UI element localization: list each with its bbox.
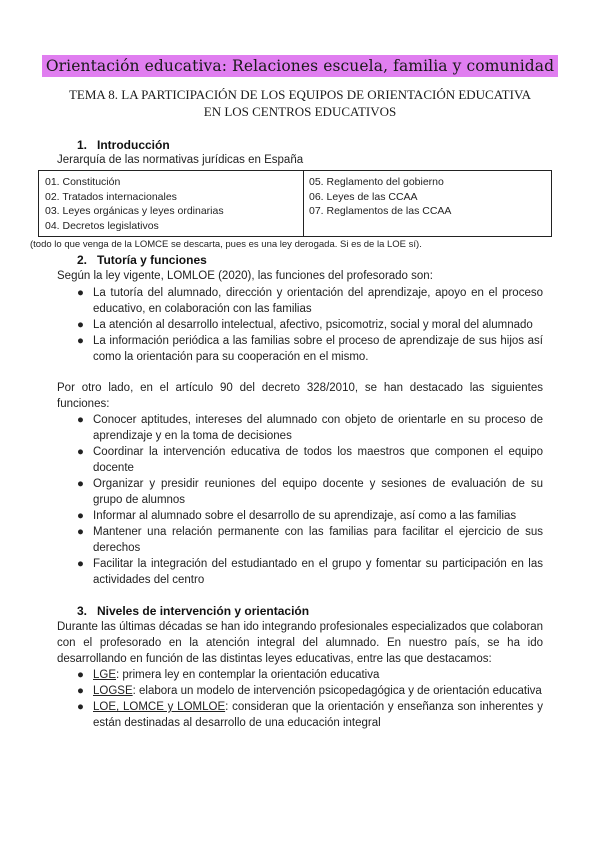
page-subtitle: TEMA 8. LA PARTICIPACIÓN DE LOS EQUIPOS DE ORIENTACIÓN EDUCATIVA EN LOS CENTROS EDUCATIVOS xyxy=(68,87,532,119)
list-item: ● Mantener una relación permanente con las familias para facilitar el ejercicio de sus derechos xyxy=(77,526,543,554)
list-item: ● Coordinar la intervención educativa de todos los maestros que componen el equipo docente xyxy=(77,446,543,474)
section-3-heading xyxy=(77,604,309,618)
section-2-intro: Según la ley vigente, LOMLOE (2020), las funciones del profesorado son: xyxy=(57,270,433,282)
bullet-icon: ● xyxy=(77,558,84,570)
teacher-functions-list xyxy=(73,285,543,365)
laws-list xyxy=(73,667,543,731)
table-item: 03. Leyes orgánicas y leyes ordinarias xyxy=(45,205,224,217)
table-item: 06. Leyes de las CCAA xyxy=(309,190,418,203)
table-item: 07. Reglamentos de las CCAA xyxy=(309,205,452,217)
decree-paragraph: Por otro lado, en el artículo 90 del decreto 328/2010, se han destacado las siguientes funciones: xyxy=(57,382,543,410)
lomce-note: (todo lo que venga de la LOMCE se descarta, pues es una ley derogada. Si es de la LOE sí). xyxy=(30,239,422,250)
decree-functions-list xyxy=(73,412,543,588)
hierarchy-table xyxy=(38,170,552,237)
list-item: ● Facilitar la integración del estudiantado en el grupo y fomentar su participación en las actividades del centro xyxy=(77,558,543,586)
list-item: ● Informar al alumnado sobre el desarrollo de su aprendizaje, así como a las familias xyxy=(77,510,517,522)
table-right-column xyxy=(309,175,451,219)
list-item: ● La tutoría del alumnado, dirección y orientación del aprendizaje, apoyo en el proceso educativo, en colaboración con las familias xyxy=(77,287,543,315)
bullet-icon: ● xyxy=(77,510,84,522)
bullet-icon: ● xyxy=(77,685,84,697)
list-item: ● Conocer aptitudes, intereses del alumnado con objeto de orientarle en su proceso de aprendizaje y en la toma de decisiones xyxy=(77,414,543,442)
bullet-icon: ● xyxy=(77,446,84,458)
table-item: 04. Decretos legislativos xyxy=(45,219,159,232)
section-2-number: 2. xyxy=(77,253,88,267)
section-1-title: Introducción xyxy=(97,138,170,152)
section-3-intro: Durante las últimas décadas se han ido integrando profesionales especializados que colaboran con el profesorado en la atención integral del alumnado. En nuestro país, se ha ido desarrollando en función de las distintas leyes educativas, entre las que destacamos: xyxy=(57,621,543,665)
table-item: 01. Constitución xyxy=(45,176,121,188)
bullet-icon: ● xyxy=(77,414,84,426)
table-item: 02. Tratados internacionales xyxy=(45,190,177,203)
table-left-column xyxy=(45,175,224,233)
list-item: ● LGE: primera ley en contemplar la orientación educativa xyxy=(77,669,380,681)
law-term: LOE, LOMCE y LOMLOE xyxy=(93,701,226,713)
section-3-number: 3. xyxy=(77,604,88,618)
list-item: ● La atención al desarrollo intelectual, afectivo, psicomotriz, social y moral del alumnado xyxy=(77,319,533,331)
law-term: LGE xyxy=(93,669,117,681)
page-title: Orientación educativa: Relaciones escuela, familia y comunidad xyxy=(42,55,558,77)
bullet-icon: ● xyxy=(77,287,84,299)
section-1-heading xyxy=(77,138,170,152)
section-2-title: Tutoría y funciones xyxy=(97,253,207,267)
bullet-icon: ● xyxy=(77,478,84,490)
law-term: LOGSE xyxy=(93,685,133,697)
list-item: ● La información periódica a las familias sobre el proceso de aprendizaje de sus hijos así como la orientación para su cooperación en el mismo. xyxy=(77,335,543,363)
list-item: ● LOE, LOMCE y LOMLOE: consideran que la orientación y enseñanza son inherentes y están destinadas al desarrollo de una educación integral xyxy=(77,701,543,729)
bullet-icon: ● xyxy=(77,526,84,538)
list-item: ● LOGSE: elabora un modelo de intervención psicopedagógica y de orientación educativa xyxy=(77,685,542,697)
bullet-icon: ● xyxy=(77,335,84,347)
section-1-intro: Jerarquía de las normativas jurídicas en España xyxy=(57,154,304,166)
bullet-icon: ● xyxy=(77,701,84,713)
list-item: ● Organizar y presidir reuniones del equipo docente y sesiones de evaluación de su grupo de alumnos xyxy=(77,478,543,506)
title-wrap xyxy=(0,55,600,77)
section-3-title: Niveles de intervención y orientación xyxy=(97,604,310,618)
table-divider xyxy=(303,171,304,236)
section-1-number: 1. xyxy=(77,138,88,152)
section-2-heading xyxy=(77,253,207,267)
bullet-icon: ● xyxy=(77,669,84,681)
bullet-icon: ● xyxy=(77,319,84,331)
table-item: 05. Reglamento del gobierno xyxy=(309,176,444,188)
